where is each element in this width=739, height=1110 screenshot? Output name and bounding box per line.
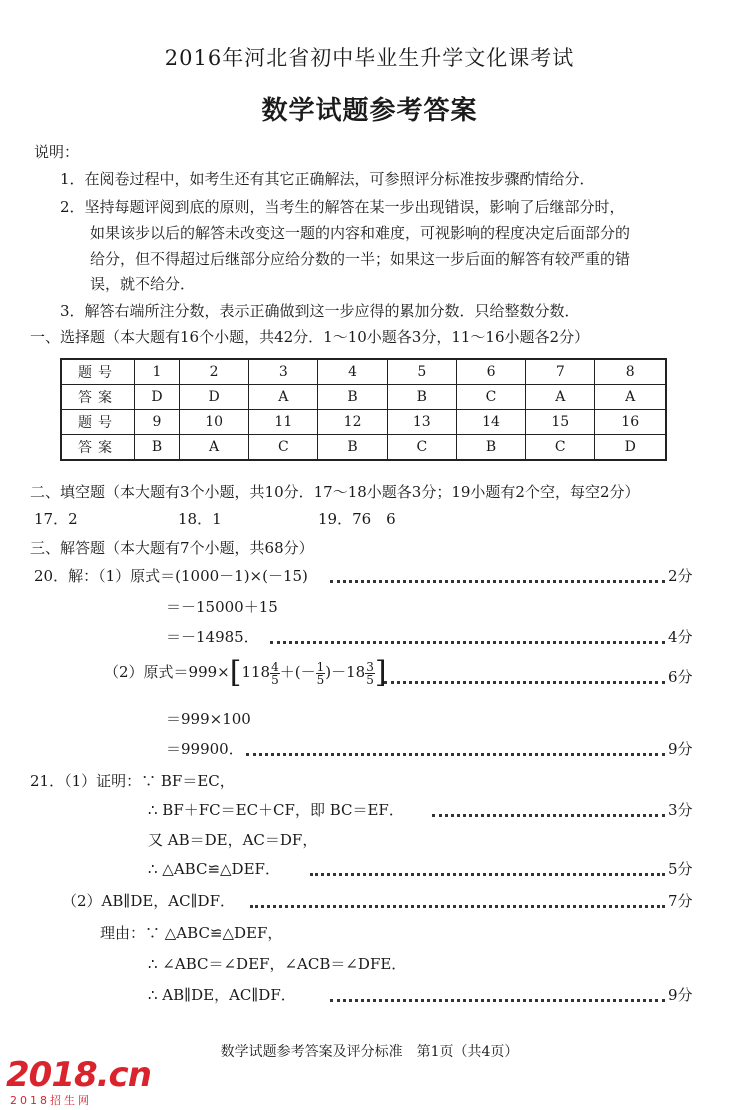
table-cell: A xyxy=(249,385,318,410)
table-cell: 13 xyxy=(387,410,456,435)
fraction-denominator: 5 xyxy=(271,672,279,687)
answer-18: 18．1 xyxy=(178,510,222,528)
q20-term-c: )－18 xyxy=(325,663,366,681)
table-row xyxy=(61,435,666,461)
dot-leader xyxy=(310,873,665,876)
q21-score-4: 9分 xyxy=(668,986,693,1004)
table-cell: 9 xyxy=(135,410,180,435)
q21-score-1: 3分 xyxy=(668,801,693,819)
table-cell: D xyxy=(595,435,666,461)
fraction xyxy=(365,661,375,686)
q20-score-1: 2分 xyxy=(668,567,693,585)
table-cell: B xyxy=(318,435,387,461)
section-3-heading: 三、解答题（本大题有7个小题，共68分） xyxy=(30,539,314,557)
table-cell: D xyxy=(135,385,180,410)
dot-leader xyxy=(330,580,665,583)
table-cell: 5 xyxy=(387,359,456,385)
answer-19: 19．76 6 xyxy=(318,510,396,528)
watermark-sub-text: 2018招生网 xyxy=(10,1094,92,1107)
q20-line-2: ＝－15000＋15 xyxy=(166,598,278,616)
fraction xyxy=(316,661,326,686)
table-row xyxy=(61,410,666,435)
q21-line-7: ∴ ∠ABC＝∠DEF，∠ACB＝∠DFE． xyxy=(148,955,407,973)
q21-score-2: 5分 xyxy=(668,860,693,878)
q20-part-2-expression xyxy=(104,655,387,690)
note-1: 1．在阅卷过程中，如考生还有其它正确解法，可参照评分标准按步骤酌情给分． xyxy=(60,170,595,188)
q21-score-3: 7分 xyxy=(668,892,693,910)
q20-part-2-prefix: （2）原式＝999× xyxy=(104,663,230,681)
notes-label: 说明： xyxy=(34,143,80,161)
note-2-line-3: 给分，但不得超过后继部分应给分数的一半；如果这一步后面的解答有较严重的错 xyxy=(90,250,631,268)
section-2-heading: 二、填空题（本大题有3个小题，共10分．17～18小题各3分；19小题有2个空，每空2分） xyxy=(30,483,640,501)
table-cell: B xyxy=(456,435,525,461)
q20-line-5: ＝999×100 xyxy=(166,710,251,728)
fraction xyxy=(270,661,280,686)
table-cell: 15 xyxy=(526,410,595,435)
table-cell: B xyxy=(135,435,180,461)
fraction-numerator: 1 xyxy=(316,659,325,674)
table-cell: 11 xyxy=(249,410,318,435)
table-cell: D xyxy=(179,385,248,410)
q20-score-2: 4分 xyxy=(668,628,693,646)
table-cell: 6 xyxy=(456,359,525,385)
q21-line-6: 理由：∵ △ABC≌△DEF， xyxy=(100,924,283,942)
fraction-denominator: 5 xyxy=(366,672,374,687)
q20-line-3: ＝－14985． xyxy=(166,628,259,646)
q20-line-6: ＝99900． xyxy=(166,740,244,758)
note-2-line-1: 2．坚持每题评阅到底的原则，当考生的解答在某一步出现错误，影响了后继部分时， xyxy=(60,198,625,216)
watermark-logo xyxy=(6,1055,156,1105)
table-cell: 4 xyxy=(318,359,387,385)
table-cell: 16 xyxy=(595,410,666,435)
dot-leader xyxy=(250,905,665,908)
note-2-line-2: 如果该步以后的解答未改变这一题的内容和难度，可视影响的程度决定后面部分的 xyxy=(90,224,631,242)
fraction-numerator: 4 xyxy=(271,659,279,674)
dot-leader xyxy=(270,641,665,644)
q21-line-3: 又 AB＝DE，AC＝DF， xyxy=(148,831,318,849)
q21-line-8: ∴ AB∥DE，AC∥DF． xyxy=(148,986,296,1004)
watermark-main-text: 2018.cn xyxy=(6,1055,151,1095)
table-cell: 14 xyxy=(456,410,525,435)
document-title: 2016年河北省初中毕业生升学文化课考试 xyxy=(164,46,575,70)
table-cell: C xyxy=(387,435,456,461)
left-bracket: [ xyxy=(229,655,242,690)
q20-score-4: 9分 xyxy=(668,740,693,758)
table-cell: C xyxy=(526,435,595,461)
table-cell: A xyxy=(526,385,595,410)
dot-leader xyxy=(330,999,665,1002)
table-row xyxy=(61,385,666,410)
q20-term-b: ＋(－ xyxy=(279,663,316,681)
q20-line-1: 20．解：（1）原式＝(1000－1)×(－15) xyxy=(34,567,308,585)
table-cell: 8 xyxy=(595,359,666,385)
dot-leader xyxy=(246,753,665,756)
table-cell: A xyxy=(179,435,248,461)
answer-table xyxy=(60,358,667,461)
q21-line-5: （2）AB∥DE，AC∥DF． xyxy=(62,892,235,910)
table-cell: B xyxy=(387,385,456,410)
q20-term-a: 118 xyxy=(241,663,271,681)
table-cell: 7 xyxy=(526,359,595,385)
dot-leader xyxy=(384,681,665,684)
dot-leader xyxy=(432,814,665,817)
table-cell: 1 xyxy=(135,359,180,385)
page-footer: 数学试题参考答案及评分标准 第1页（共4页） xyxy=(220,1044,519,1060)
fraction-denominator: 5 xyxy=(316,672,325,687)
table-cell: A xyxy=(595,385,666,410)
fraction-numerator: 3 xyxy=(366,659,374,674)
note-3: 3．解答右端所注分数，表示正确做到这一步应得的累加分数．只给整数分数． xyxy=(60,302,580,320)
row-label-number: 题号 xyxy=(61,359,135,385)
row-label-number: 题号 xyxy=(61,410,135,435)
table-cell: B xyxy=(318,385,387,410)
table-row xyxy=(61,359,666,385)
section-1-heading: 一、选择题（本大题有16个小题，共42分．1～10小题各3分，11～16小题各2分） xyxy=(30,328,590,346)
table-cell: C xyxy=(249,435,318,461)
note-2-line-4: 误，就不给分． xyxy=(90,275,196,293)
q20-score-3: 6分 xyxy=(668,668,693,686)
row-label-answer: 答案 xyxy=(61,435,135,461)
q21-line-2: ∴ BF＋FC＝EC＋CF，即 BC＝EF． xyxy=(148,801,404,819)
table-cell: 3 xyxy=(249,359,318,385)
table-cell: C xyxy=(456,385,525,410)
document-subtitle: 数学试题参考答案 xyxy=(261,96,478,126)
table-cell: 12 xyxy=(318,410,387,435)
q21-line-1: 21．（1）证明：∵ BF＝EC， xyxy=(30,772,235,790)
table-cell: 2 xyxy=(179,359,248,385)
row-label-answer: 答案 xyxy=(61,385,135,410)
q21-line-4: ∴ △ABC≌△DEF． xyxy=(148,860,280,878)
right-bracket: ] xyxy=(374,655,387,690)
table-cell: 10 xyxy=(179,410,248,435)
answer-17: 17．2 xyxy=(34,510,78,528)
